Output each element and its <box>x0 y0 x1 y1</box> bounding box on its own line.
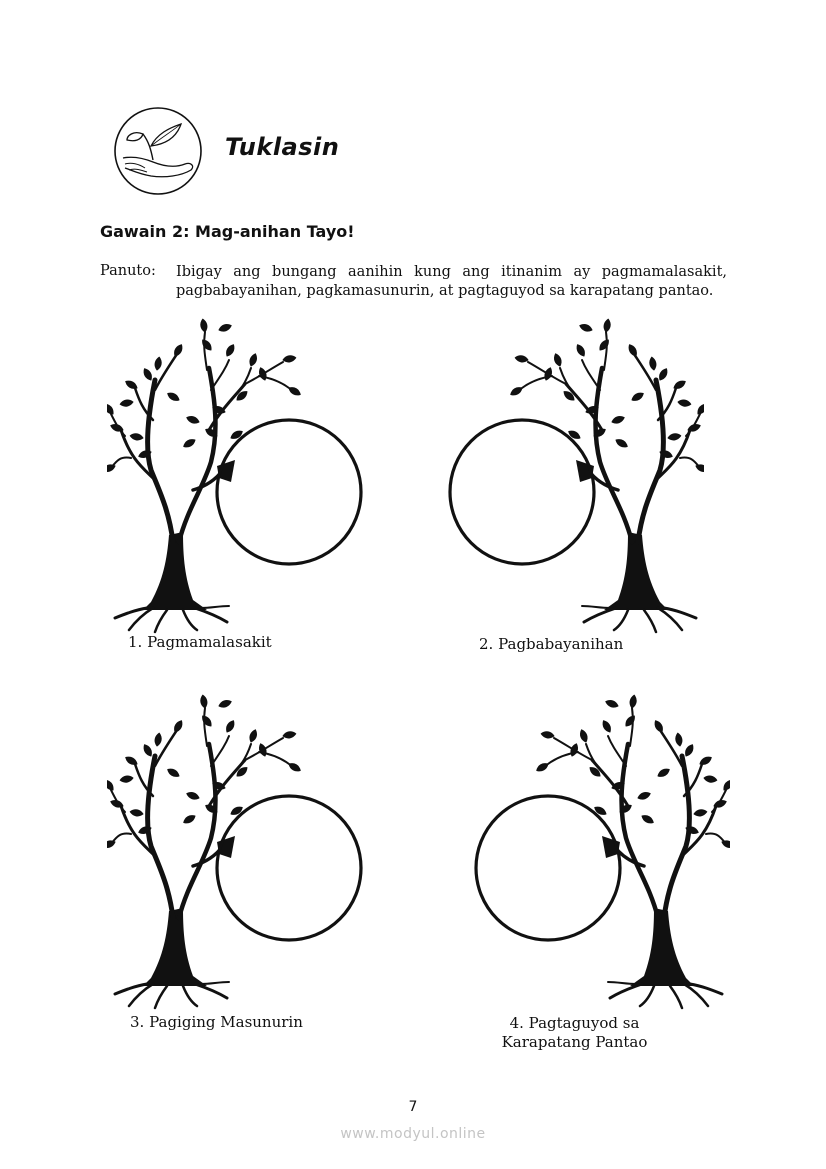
tree-2-label: 2. Pagbabayanihan <box>479 635 624 653</box>
tree-2-icon <box>444 310 704 640</box>
tree-3-label: 3. Pagiging Masunurin <box>130 1013 303 1031</box>
tree-1-icon <box>107 310 367 640</box>
instructions-text: Ibigay ang bungang aanihin kung ang itinanim ay pagmamalasakit, pagbabayanihan, pagkamasunurin, at pagtaguyod sa karapatang pantao. <box>176 264 727 299</box>
watermark: www.modyul.online <box>340 1126 486 1142</box>
seedling-in-hands-icon <box>113 106 203 196</box>
section-title: Tuklasin <box>225 133 340 161</box>
tree-4-label: 4. Pagtaguyod sa Karapatang Pantao <box>501 1014 648 1051</box>
activity-title: Gawain 2: Mag-anihan Tayo! <box>100 222 355 241</box>
instructions-label: Panuto: <box>100 263 156 279</box>
tree-1-label: 1. Pagmamalasakit <box>128 633 272 651</box>
page-number: 7 <box>408 1099 418 1115</box>
tree-4-icon <box>470 686 730 1016</box>
tree-3-icon <box>107 686 367 1016</box>
